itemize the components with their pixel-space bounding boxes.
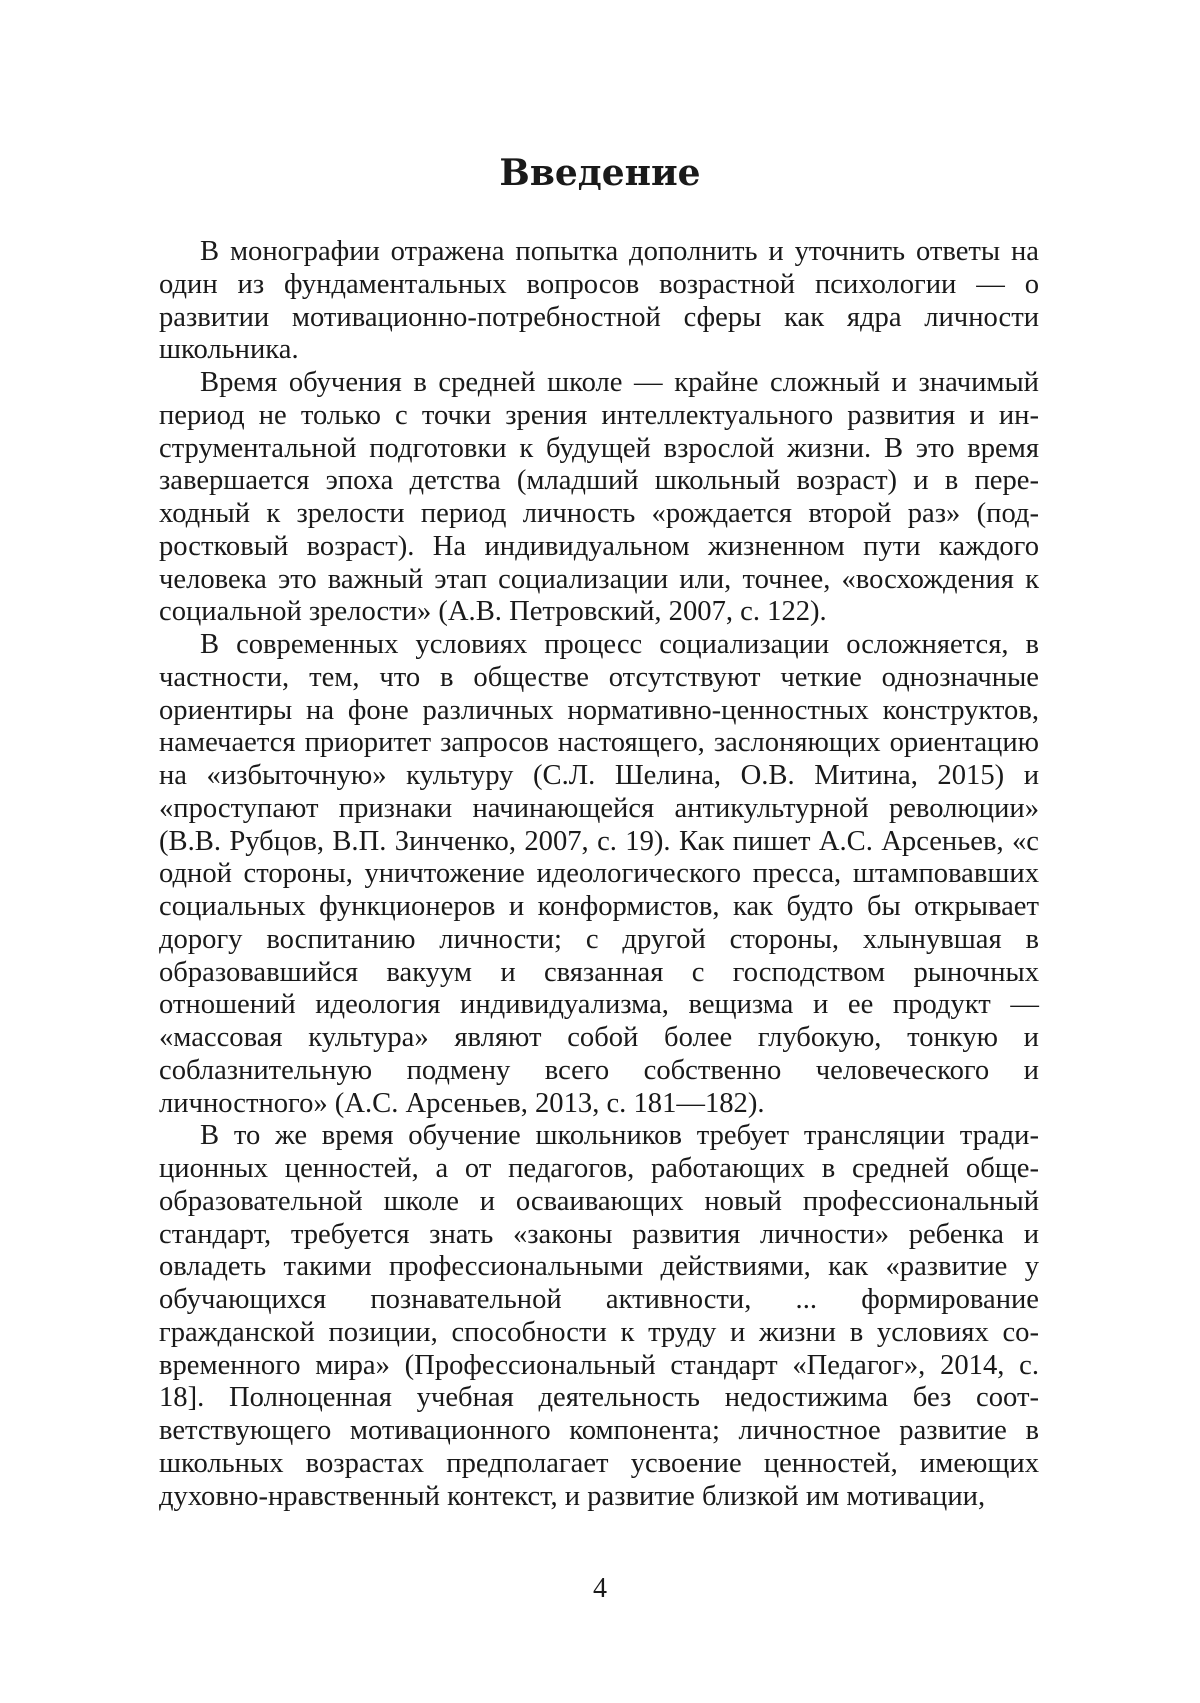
- body-text: [159, 236, 1039, 1513]
- page-heading: Введение: [499, 152, 701, 194]
- paragraph-2: Время обучения в средней школе — крайне сложный и значимый период не только с точки зрения интеллектуального развития и инструментальной подготовки к будущей взрослой жизни. В это время завершается эпоха детства (младший школьный возраст) и в переходный к зрелости период личность «рождается второй раз» (подростковый возраст). На индивидуальном жизненном пути каждого человека это важный этап социализации или, точнее, «восхождения к социальной зрелости» (А.В. Петровский, 2007, с. 122).: [159, 367, 1039, 628]
- paragraph-1: В монографии отражена попытка дополнить и уточнить ответы на один из фундаментальных вопросов возрастной психологии — о развитии мотивационно-потребностной сферы как ядра личности школьника.: [159, 236, 1039, 366]
- paragraph-3: В современных условиях процесс социализации осложняется, в частности, тем, что в обществе отсутствуют четкие однозначные ориентиры на фоне различных нормативно-ценностных конструктов, намечается приоритет запросов настоящего, заслоняющих ориентацию на «избыточную» культуру (С.Л. Шелина, О.В. Митина, 2015) и «проступают признаки начинающейся антикультурной революции» (В.В. Рубцов, В.П. Зинченко, 2007, с. 19). Как пишет А.С. Арсеньев, «с одной стороны, уничтожение идеологического пресса, штамповавших социальных функционеров и конформистов, как будто бы открывает дорогу воспитанию личности; с другой стороны, хлынувшая в образовавшийся вакуум и связанная с господством рыночных отношений идеология индивидуализма, вещизма и ее продукт — «массовая культура» являют собой более глубокую, тонкую и соблазнительную подмену всего собственно человеческого и личностного» (А.С. Арсеньев, 2013, с. 181—182).: [159, 629, 1039, 1119]
- paragraph-4: В то же время обучение школьников требует трансляции традиционных ценностей, а от педагогов, работающих в средней общеобразовательной школе и осваивающих новый профессиональный стандарт, требуется знать «законы развития личности» ребенка и овладеть такими профессиональными действиями, как «развитие у обучающихся познавательной активности, ... формирование гражданской позиции, способности к труду и жизни в условиях современного мира» (Профессиональный стандарт «Педагог», 2014, с. 18]. Полноценная учебная деятельность недостижима без соответствующего мотивационного компонента; личностное развитие в школьных возрастах предполагает усвоение ценностей, имеющих духовно-нравственный контекст, и развитие близкой им мотивации,: [159, 1120, 1039, 1512]
- page-number: 4: [593, 1573, 607, 1604]
